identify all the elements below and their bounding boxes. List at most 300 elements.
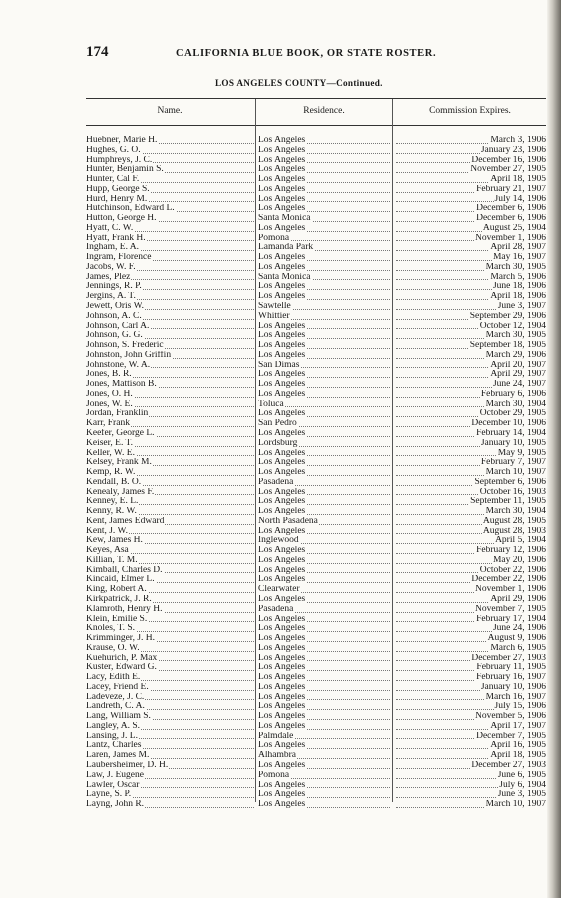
entry-name-cell (86, 771, 254, 781)
entry-commission-date: August 9, 1906 (487, 634, 546, 644)
entry-name-cell (86, 654, 254, 664)
entry-name-cell (86, 761, 254, 771)
entry-residence-cell (258, 683, 390, 693)
entry-name: Lansing, J. L. (86, 731, 138, 741)
table-row (86, 331, 546, 341)
entry-commission-date: May 9, 1905 (497, 448, 546, 458)
entry-commission-date: October 12, 1904 (479, 321, 546, 331)
entry-residence: Los Angeles (258, 741, 306, 751)
table-row (86, 292, 546, 302)
entry-residence-cell (258, 771, 390, 781)
entry-name-cell (86, 488, 254, 498)
entry-commission-date-cell (396, 575, 546, 585)
entry-name: Lang, William S. (86, 712, 151, 722)
entry-commission-date: December 10, 1906 (471, 419, 546, 429)
entry-commission-date-cell (396, 702, 546, 712)
entry-residence-cell (258, 790, 390, 800)
entry-name: Krause, O. W. (86, 643, 140, 653)
entry-commission-date-cell (396, 273, 546, 283)
entry-residence-cell (258, 370, 390, 380)
entry-name-cell (86, 214, 254, 224)
entry-commission-date-cell (396, 253, 546, 263)
entry-residence-cell (258, 331, 390, 341)
entry-name: Kuehurich, P. Max (86, 653, 158, 663)
entry-residence: Los Angeles (258, 448, 306, 458)
entry-commission-date: March 30, 1904 (485, 507, 546, 517)
entry-name: Hyatt, Frank H. (86, 233, 146, 243)
table-row (86, 575, 546, 585)
entry-commission-date: March 30, 1905 (485, 331, 546, 341)
entry-residence-cell (258, 361, 390, 371)
table-row (86, 214, 546, 224)
table-row (86, 312, 546, 322)
entry-name-cell (86, 556, 254, 566)
entry-commission-date: March 6, 1905 (490, 643, 546, 653)
entry-commission-date: August 25, 1904 (482, 223, 546, 233)
entry-commission-date: January 10, 1905 (480, 438, 546, 448)
entry-name: Jones, B. R. (86, 370, 132, 380)
entry-commission-date-cell (396, 507, 546, 517)
entry-commission-date: December 6, 1906 (476, 214, 546, 224)
table-row (86, 195, 546, 205)
entry-commission-date: May 16, 1907 (492, 253, 546, 263)
entry-commission-date-cell (396, 282, 546, 292)
entry-name: Johnston, John Griffin (86, 350, 172, 360)
entry-name-cell (86, 683, 254, 693)
entry-commission-date: February 21, 1907 (476, 184, 546, 194)
entry-residence: Los Angeles (258, 262, 306, 272)
entry-name-cell (86, 234, 254, 244)
entry-residence-cell (258, 468, 390, 478)
entry-commission-date: April 18, 1906 (490, 292, 546, 302)
table-row (86, 273, 546, 283)
entry-residence: Los Angeles (258, 761, 306, 770)
entry-name: Ingram, Florence (86, 253, 152, 263)
entry-residence-cell (258, 458, 390, 468)
entry-name: Hurd, Henry M. (86, 194, 148, 204)
entry-residence: North Pasadena (258, 516, 318, 526)
entry-name: Hupp, George S. (86, 184, 150, 194)
entry-residence-cell (258, 419, 390, 429)
entry-residence: Los Angeles (258, 487, 306, 497)
entry-residence: Pasadena (258, 477, 294, 487)
entry-residence: Lordsburg (258, 438, 298, 448)
entry-name-cell (86, 204, 254, 214)
entry-commission-date: November 1, 1906 (475, 585, 546, 595)
entry-commission-date-cell (396, 214, 546, 224)
table-row (86, 302, 546, 312)
entry-commission-date: June 3, 1905 (497, 790, 546, 800)
entry-name: Johnstone, W. A. (86, 360, 151, 370)
entry-residence-cell (258, 585, 390, 595)
entry-residence: Los Angeles (258, 331, 306, 341)
entry-residence-cell (258, 400, 390, 410)
entry-name: Landreth, C. A. (86, 702, 145, 712)
entry-name-cell (86, 439, 254, 449)
entry-residence-cell (258, 136, 390, 146)
entry-name: Hughes, G. O. (86, 145, 141, 155)
table-row (86, 507, 546, 517)
table-row (86, 536, 546, 546)
entry-name-cell (86, 136, 254, 146)
entry-residence: Los Angeles (258, 497, 306, 507)
entry-commission-date: March 5, 1906 (490, 272, 546, 282)
entry-name: Johnson, A. C. (86, 311, 142, 321)
table-row (86, 702, 546, 712)
entry-name-cell (86, 341, 254, 351)
entry-name: Jordan, Franklin (86, 409, 149, 419)
entry-name: Hunter, Cal F. (86, 175, 140, 185)
table-row (86, 458, 546, 468)
table-row (86, 605, 546, 615)
table-row (86, 243, 546, 253)
entry-name-cell (86, 312, 254, 322)
entry-residence-cell (258, 282, 390, 292)
entry-residence: Los Angeles (258, 175, 306, 185)
entry-name-cell (86, 702, 254, 712)
table-top-rule (86, 98, 546, 99)
table-row (86, 663, 546, 673)
entry-residence-cell (258, 195, 390, 205)
entry-residence-cell (258, 663, 390, 673)
entry-residence-cell (258, 575, 390, 585)
entry-commission-date-cell (396, 751, 546, 761)
entry-name-cell (86, 282, 254, 292)
entry-residence: Los Angeles (258, 594, 306, 604)
entry-commission-date-cell (396, 517, 546, 527)
entry-residence-cell (258, 595, 390, 605)
table-row (86, 624, 546, 634)
entry-name-cell (86, 185, 254, 195)
table-row (86, 478, 546, 488)
entry-commission-date: February 11, 1905 (476, 663, 546, 673)
entry-residence: Los Angeles (258, 624, 306, 634)
entry-name: Ladeveze, J. C. (86, 692, 145, 702)
table-row (86, 741, 546, 751)
table-row (86, 644, 546, 654)
entry-name-cell (86, 497, 254, 507)
entry-commission-date-cell (396, 204, 546, 214)
entry-commission-date-cell (396, 712, 546, 722)
entry-residence-cell (258, 449, 390, 459)
entry-commission-date: February 12, 1906 (476, 546, 546, 556)
entry-residence: Los Angeles (258, 565, 306, 575)
entry-residence-cell (258, 204, 390, 214)
entry-commission-date: March 29, 1906 (485, 350, 546, 360)
entry-name: Kuster, Edward G. (86, 663, 157, 673)
entry-residence-cell (258, 702, 390, 712)
entry-commission-date-cell (396, 615, 546, 625)
entry-name-cell (86, 292, 254, 302)
table-row (86, 449, 546, 459)
entry-commission-date-cell (396, 292, 546, 302)
entry-name: Johnson, G. G. (86, 331, 143, 341)
entry-residence-cell (258, 146, 390, 156)
entry-commission-date: April 29, 1907 (490, 370, 546, 380)
entry-name-cell (86, 566, 254, 576)
entry-name: Klamroth, Henry H. (86, 604, 163, 614)
column-header-commission: Commission Expires. (429, 106, 511, 116)
entry-residence: Whittier (258, 311, 290, 321)
entry-residence: Los Angeles (258, 575, 306, 585)
entry-commission-date: March 30, 1904 (485, 399, 546, 409)
entry-commission-date-cell (396, 136, 546, 146)
entry-commission-date: March 10, 1907 (485, 468, 546, 478)
entry-name: Langley, A. S. (86, 721, 141, 731)
entry-commission-date-cell (396, 732, 546, 742)
entry-commission-date: July 14, 1906 (494, 194, 546, 204)
entry-commission-date: February 17, 1904 (476, 614, 546, 624)
entry-residence: Los Angeles (258, 712, 306, 722)
entry-name: Johnson, Carl A. (86, 321, 150, 331)
table-row (86, 517, 546, 527)
entry-residence-cell (258, 722, 390, 732)
entry-name-cell (86, 243, 254, 253)
entry-commission-date-cell (396, 156, 546, 166)
entry-name-cell (86, 605, 254, 615)
entry-residence: Los Angeles (258, 165, 306, 175)
entry-commission-date: April 18, 1905 (490, 751, 546, 761)
entry-commission-date: March 16, 1907 (485, 692, 546, 702)
entry-commission-date-cell (396, 536, 546, 546)
entry-commission-date: April 16, 1905 (490, 741, 546, 751)
entry-commission-date: June 6, 1905 (497, 770, 546, 780)
entry-residence: Palmdale (258, 731, 294, 741)
entry-name: Laubersheimer, D. H. (86, 761, 169, 770)
table-row (86, 781, 546, 791)
entry-residence-cell (258, 732, 390, 742)
entry-residence: Pasadena (258, 604, 294, 614)
entry-name-cell (86, 790, 254, 800)
entry-name-cell (86, 146, 254, 156)
entry-name-cell (86, 644, 254, 654)
entry-residence: Los Angeles (258, 663, 306, 673)
entry-residence-cell (258, 605, 390, 615)
entry-name: Kelsey, Frank M. (86, 458, 152, 468)
entry-commission-date-cell (396, 605, 546, 615)
entry-residence: Los Angeles (258, 380, 306, 390)
table-row (86, 341, 546, 351)
header-bottom-rule (86, 125, 546, 126)
entry-commission-date: November 1, 1906 (475, 233, 546, 243)
entry-commission-date: March 30, 1905 (485, 262, 546, 272)
table-row (86, 136, 546, 146)
table-row (86, 693, 546, 703)
entry-commission-date-cell (396, 322, 546, 332)
entry-commission-date-cell (396, 741, 546, 751)
entry-residence: Alhambra (258, 751, 296, 761)
entry-residence: Los Angeles (258, 194, 306, 204)
entry-name-cell (86, 615, 254, 625)
table-row (86, 585, 546, 595)
entry-commission-date-cell (396, 380, 546, 390)
entry-commission-date: April 29, 1906 (490, 594, 546, 604)
entry-residence: Los Angeles (258, 428, 306, 438)
entry-residence: Clearwater (258, 585, 300, 595)
entry-residence-cell (258, 527, 390, 537)
entry-commission-date-cell (396, 790, 546, 800)
entry-name: Hutton, George H. (86, 214, 157, 224)
entry-commission-date: June 24, 1906 (492, 624, 546, 634)
entry-residence-cell (258, 673, 390, 683)
entry-residence: Los Angeles (258, 282, 306, 292)
entry-name-cell (86, 575, 254, 585)
entry-name: Hutchinson, Edward L. (86, 204, 175, 214)
entry-residence-cell (258, 556, 390, 566)
entry-residence: Los Angeles (258, 721, 306, 731)
entry-name-cell (86, 663, 254, 673)
entry-name: Kemp, R. W. (86, 468, 136, 478)
entry-commission-date-cell (396, 488, 546, 498)
entry-residence: Santa Monica (258, 272, 311, 282)
entry-residence-cell (258, 693, 390, 703)
entry-name-cell (86, 781, 254, 791)
entry-commission-date: March 3, 1906 (490, 136, 546, 145)
roster-table-body (86, 136, 546, 810)
entry-name-cell (86, 449, 254, 459)
table-row (86, 790, 546, 800)
entry-commission-date-cell (396, 400, 546, 410)
entry-commission-date-cell (396, 195, 546, 205)
entry-name-cell (86, 224, 254, 234)
entry-name-cell (86, 517, 254, 527)
column-header-residence: Residence. (303, 106, 345, 116)
entry-commission-date-cell (396, 312, 546, 322)
entry-residence: Los Angeles (258, 409, 306, 419)
entry-commission-date: June 24, 1907 (492, 380, 546, 390)
table-row (86, 234, 546, 244)
entry-commission-date: February 7, 1907 (480, 458, 546, 468)
entry-name-cell (86, 429, 254, 439)
table-row (86, 595, 546, 605)
entry-commission-date: September 29, 1906 (469, 311, 546, 321)
entry-residence: Los Angeles (258, 292, 306, 302)
entry-name: Law, J. Eugene (86, 770, 144, 780)
entry-name: Klein, Emilie S. (86, 614, 148, 624)
entry-residence: Los Angeles (258, 780, 306, 790)
entry-residence-cell (258, 165, 390, 175)
entry-residence-cell (258, 615, 390, 625)
table-row (86, 615, 546, 625)
entry-name-cell (86, 253, 254, 263)
entry-name: Keefer, George L. (86, 428, 155, 438)
entry-commission-date-cell (396, 546, 546, 556)
entry-name: Layne, S. P. (86, 790, 132, 800)
entry-residence-cell (258, 175, 390, 185)
entry-name: Knoles, T. S. (86, 624, 135, 634)
entry-commission-date: December 7, 1905 (476, 731, 546, 741)
entry-name-cell (86, 419, 254, 429)
entry-residence-cell (258, 478, 390, 488)
entry-residence: San Dimas (258, 360, 300, 370)
entry-residence-cell (258, 263, 390, 273)
entry-commission-date-cell (396, 595, 546, 605)
table-row (86, 683, 546, 693)
entry-name: Jewett, Oris W. (86, 302, 145, 312)
entry-name-cell (86, 195, 254, 205)
entry-residence-cell (258, 536, 390, 546)
entry-name-cell (86, 263, 254, 273)
table-row (86, 722, 546, 732)
entry-commission-date-cell (396, 644, 546, 654)
table-row (86, 566, 546, 576)
table-row (86, 146, 546, 156)
entry-residence-cell (258, 429, 390, 439)
entry-name: Laren, James M. (86, 751, 150, 761)
table-row (86, 165, 546, 175)
entry-residence: Los Angeles (258, 682, 306, 692)
table-row (86, 263, 546, 273)
entry-commission-date-cell (396, 409, 546, 419)
page-number: 174 (86, 44, 109, 60)
entry-name-cell (86, 370, 254, 380)
entry-commission-date-cell (396, 439, 546, 449)
entry-commission-date: February 14, 1904 (476, 428, 546, 438)
entry-commission-date-cell (396, 693, 546, 703)
table-row (86, 380, 546, 390)
entry-commission-date: May 20, 1906 (492, 555, 546, 565)
entry-residence-cell (258, 234, 390, 244)
table-row (86, 175, 546, 185)
entry-name-cell (86, 751, 254, 761)
entry-commission-date-cell (396, 234, 546, 244)
table-row (86, 361, 546, 371)
entry-name-cell (86, 527, 254, 537)
entry-name-cell (86, 546, 254, 556)
entry-residence-cell (258, 185, 390, 195)
column-header-name: Name. (157, 106, 183, 116)
entry-name-cell (86, 273, 254, 283)
entry-commission-date-cell (396, 175, 546, 185)
entry-name-cell (86, 634, 254, 644)
entry-name-cell (86, 165, 254, 175)
entry-residence-cell (258, 312, 390, 322)
entry-commission-date-cell (396, 634, 546, 644)
entry-residence-cell (258, 322, 390, 332)
entry-commission-date: February 6, 1906 (480, 389, 546, 399)
entry-residence-cell (258, 507, 390, 517)
entry-residence: Pomona (258, 770, 290, 780)
entry-commission-date: December 16, 1906 (471, 155, 546, 165)
entry-name: Jones, Mattison B. (86, 380, 157, 390)
entry-name: Kent, James Edward (86, 516, 165, 526)
entry-name-cell (86, 331, 254, 341)
entry-commission-date: August 28, 1903 (482, 526, 546, 536)
entry-commission-date-cell (396, 497, 546, 507)
entry-commission-date: December 22, 1906 (471, 575, 546, 585)
table-row (86, 654, 546, 664)
entry-residence-cell (258, 380, 390, 390)
entry-commission-date-cell (396, 224, 546, 234)
entry-commission-date: January 23, 1906 (480, 145, 546, 155)
entry-name: Lacy, Edith E. (86, 673, 141, 683)
entry-commission-date-cell (396, 781, 546, 791)
entry-commission-date: June 3, 1907 (497, 302, 546, 312)
entry-name: Keyes, Asa (86, 546, 129, 556)
entry-residence-cell (258, 341, 390, 351)
entry-name: Kew, James H. (86, 536, 143, 546)
entry-residence-cell (258, 439, 390, 449)
entry-name: Krimminger, J. H. (86, 634, 156, 644)
entry-name-cell (86, 409, 254, 419)
table-row (86, 712, 546, 722)
entry-residence-cell (258, 292, 390, 302)
entry-residence-cell (258, 800, 390, 810)
entry-name-cell (86, 400, 254, 410)
table-row (86, 497, 546, 507)
entry-name: Kenney, E. L. (86, 497, 139, 507)
entry-name-cell (86, 390, 254, 400)
